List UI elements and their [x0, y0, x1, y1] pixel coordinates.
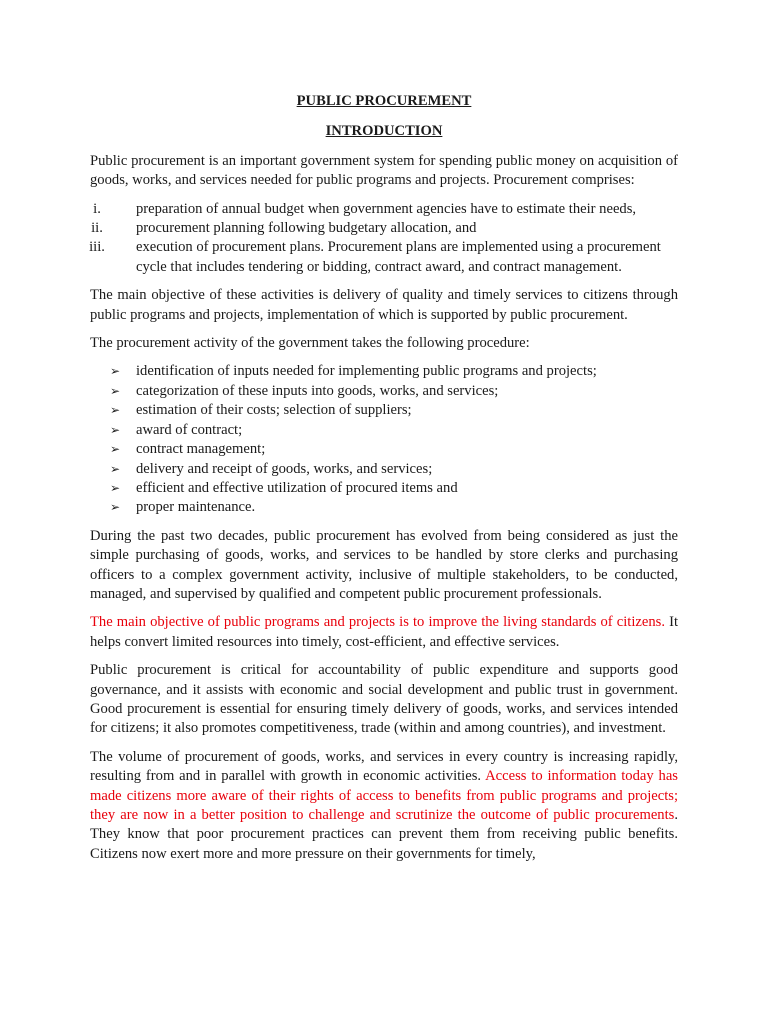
list-item-text: efficient and effective utilization of procured items and [136, 479, 458, 496]
list-item-text: categorization of these inputs into goods, works, and services; [136, 382, 499, 399]
evolution-paragraph: During the past two decades, public procurement has evolved from being considered as just the simple purchasing of goods, works, and services to be handled by store clerks and purchasing officers to a complex government activity, inclusive of multiple stakeholders, to be conducted, managed, and supervised by qualified and competent public procurement professionals. [90, 527, 678, 602]
list-number: iii. [89, 239, 105, 256]
paragraph-text: . They know that poor procurement practices can prevent them from receiving public benefits. Citizens now exert more and more pressure on their governments for timely, [90, 807, 678, 862]
list-item-text: identification of inputs needed for implementing public programs and projects; [136, 363, 597, 380]
arrow-bullet-icon: ➢ [110, 480, 121, 495]
arrow-bullet-icon: ➢ [110, 461, 121, 476]
list-item-text: proper maintenance. [136, 499, 256, 516]
arrow-bullet-icon: ➢ [110, 383, 121, 398]
list-item [90, 498, 678, 517]
arrow-bullet-icon: ➢ [110, 500, 121, 515]
paragraph-text: It helps convert limited resources into timely, cost-efficient, and effective services. [90, 614, 679, 650]
section-heading-introduction: INTRODUCTION [325, 123, 443, 140]
list-item-text: award of contract; [136, 421, 243, 438]
list-item [90, 440, 678, 459]
list-number: i. [93, 200, 101, 217]
volume-paragraph [90, 748, 678, 864]
list-item [90, 219, 678, 238]
arrow-bullet-icon: ➢ [110, 364, 121, 379]
list-item-text: preparation of annual budget when government agencies have to estimate their needs, [136, 200, 637, 217]
critical-paragraph: Public procurement is critical for accountability of public expenditure and supports good governance, and it assists with economic and social development and public trust in government. Good procurement is essential for ensuring timely delivery of goods, works, and services intended for citizens; it also promotes competitiveness, trade (within and among countries), and investment. [90, 662, 678, 737]
list-item-text: execution of procurement plans. Procurement plans are implemented using a procurement cycle that includes tendering or bidding, contract award, and contract management. [136, 239, 661, 275]
objective-paragraph: The main objective of these activities is delivery of quality and timely services to citizens through public programs and projects, implementation of which is supported by public procurement. [90, 287, 678, 323]
list-item [90, 479, 678, 498]
document-body [90, 92, 678, 873]
list-item [90, 238, 678, 277]
main-objective-paragraph [90, 613, 678, 652]
paragraph-text: The volume of procurement of goods, works, and services in every country is increasing rapidly, resulting from and in parallel with growth in economic activities. [90, 748, 678, 785]
highlighted-text: The main objective of public programs and projects is to improve the living standards of citizens. [90, 614, 665, 631]
list-item-text: procurement planning following budgetary allocation, and [136, 220, 477, 237]
list-item-text: estimation of their costs; selection of suppliers; [136, 402, 412, 419]
procedure-intro-paragraph: The procurement activity of the government takes the following procedure: [90, 335, 530, 352]
document-title: PUBLIC PROCUREMENT [296, 93, 472, 109]
arrow-bullet-icon: ➢ [110, 442, 121, 457]
list-item [90, 362, 678, 381]
list-item-text: delivery and receipt of goods, works, and services; [136, 460, 433, 477]
list-number: ii. [91, 220, 103, 237]
procurement-steps-list [90, 200, 678, 278]
list-item [90, 382, 678, 401]
list-item [90, 200, 678, 219]
arrow-bullet-icon: ➢ [110, 422, 121, 437]
list-item [90, 421, 678, 440]
intro-paragraph: Public procurement is an important government system for spending public money on acquisition of goods, works, and services needed for public programs and projects. Procurement comprises: [90, 152, 678, 189]
list-item [90, 401, 678, 420]
list-item [90, 460, 678, 479]
arrow-bullet-icon: ➢ [110, 403, 121, 418]
procedure-bullet-list [90, 362, 678, 517]
highlighted-text: Access to information today has made citizens more aware of their rights of access to benefits from public programs and projects; they are now in a better position to challenge and scrutinize the outcome of public procurements [90, 768, 678, 823]
list-item-text: contract management; [136, 441, 266, 458]
